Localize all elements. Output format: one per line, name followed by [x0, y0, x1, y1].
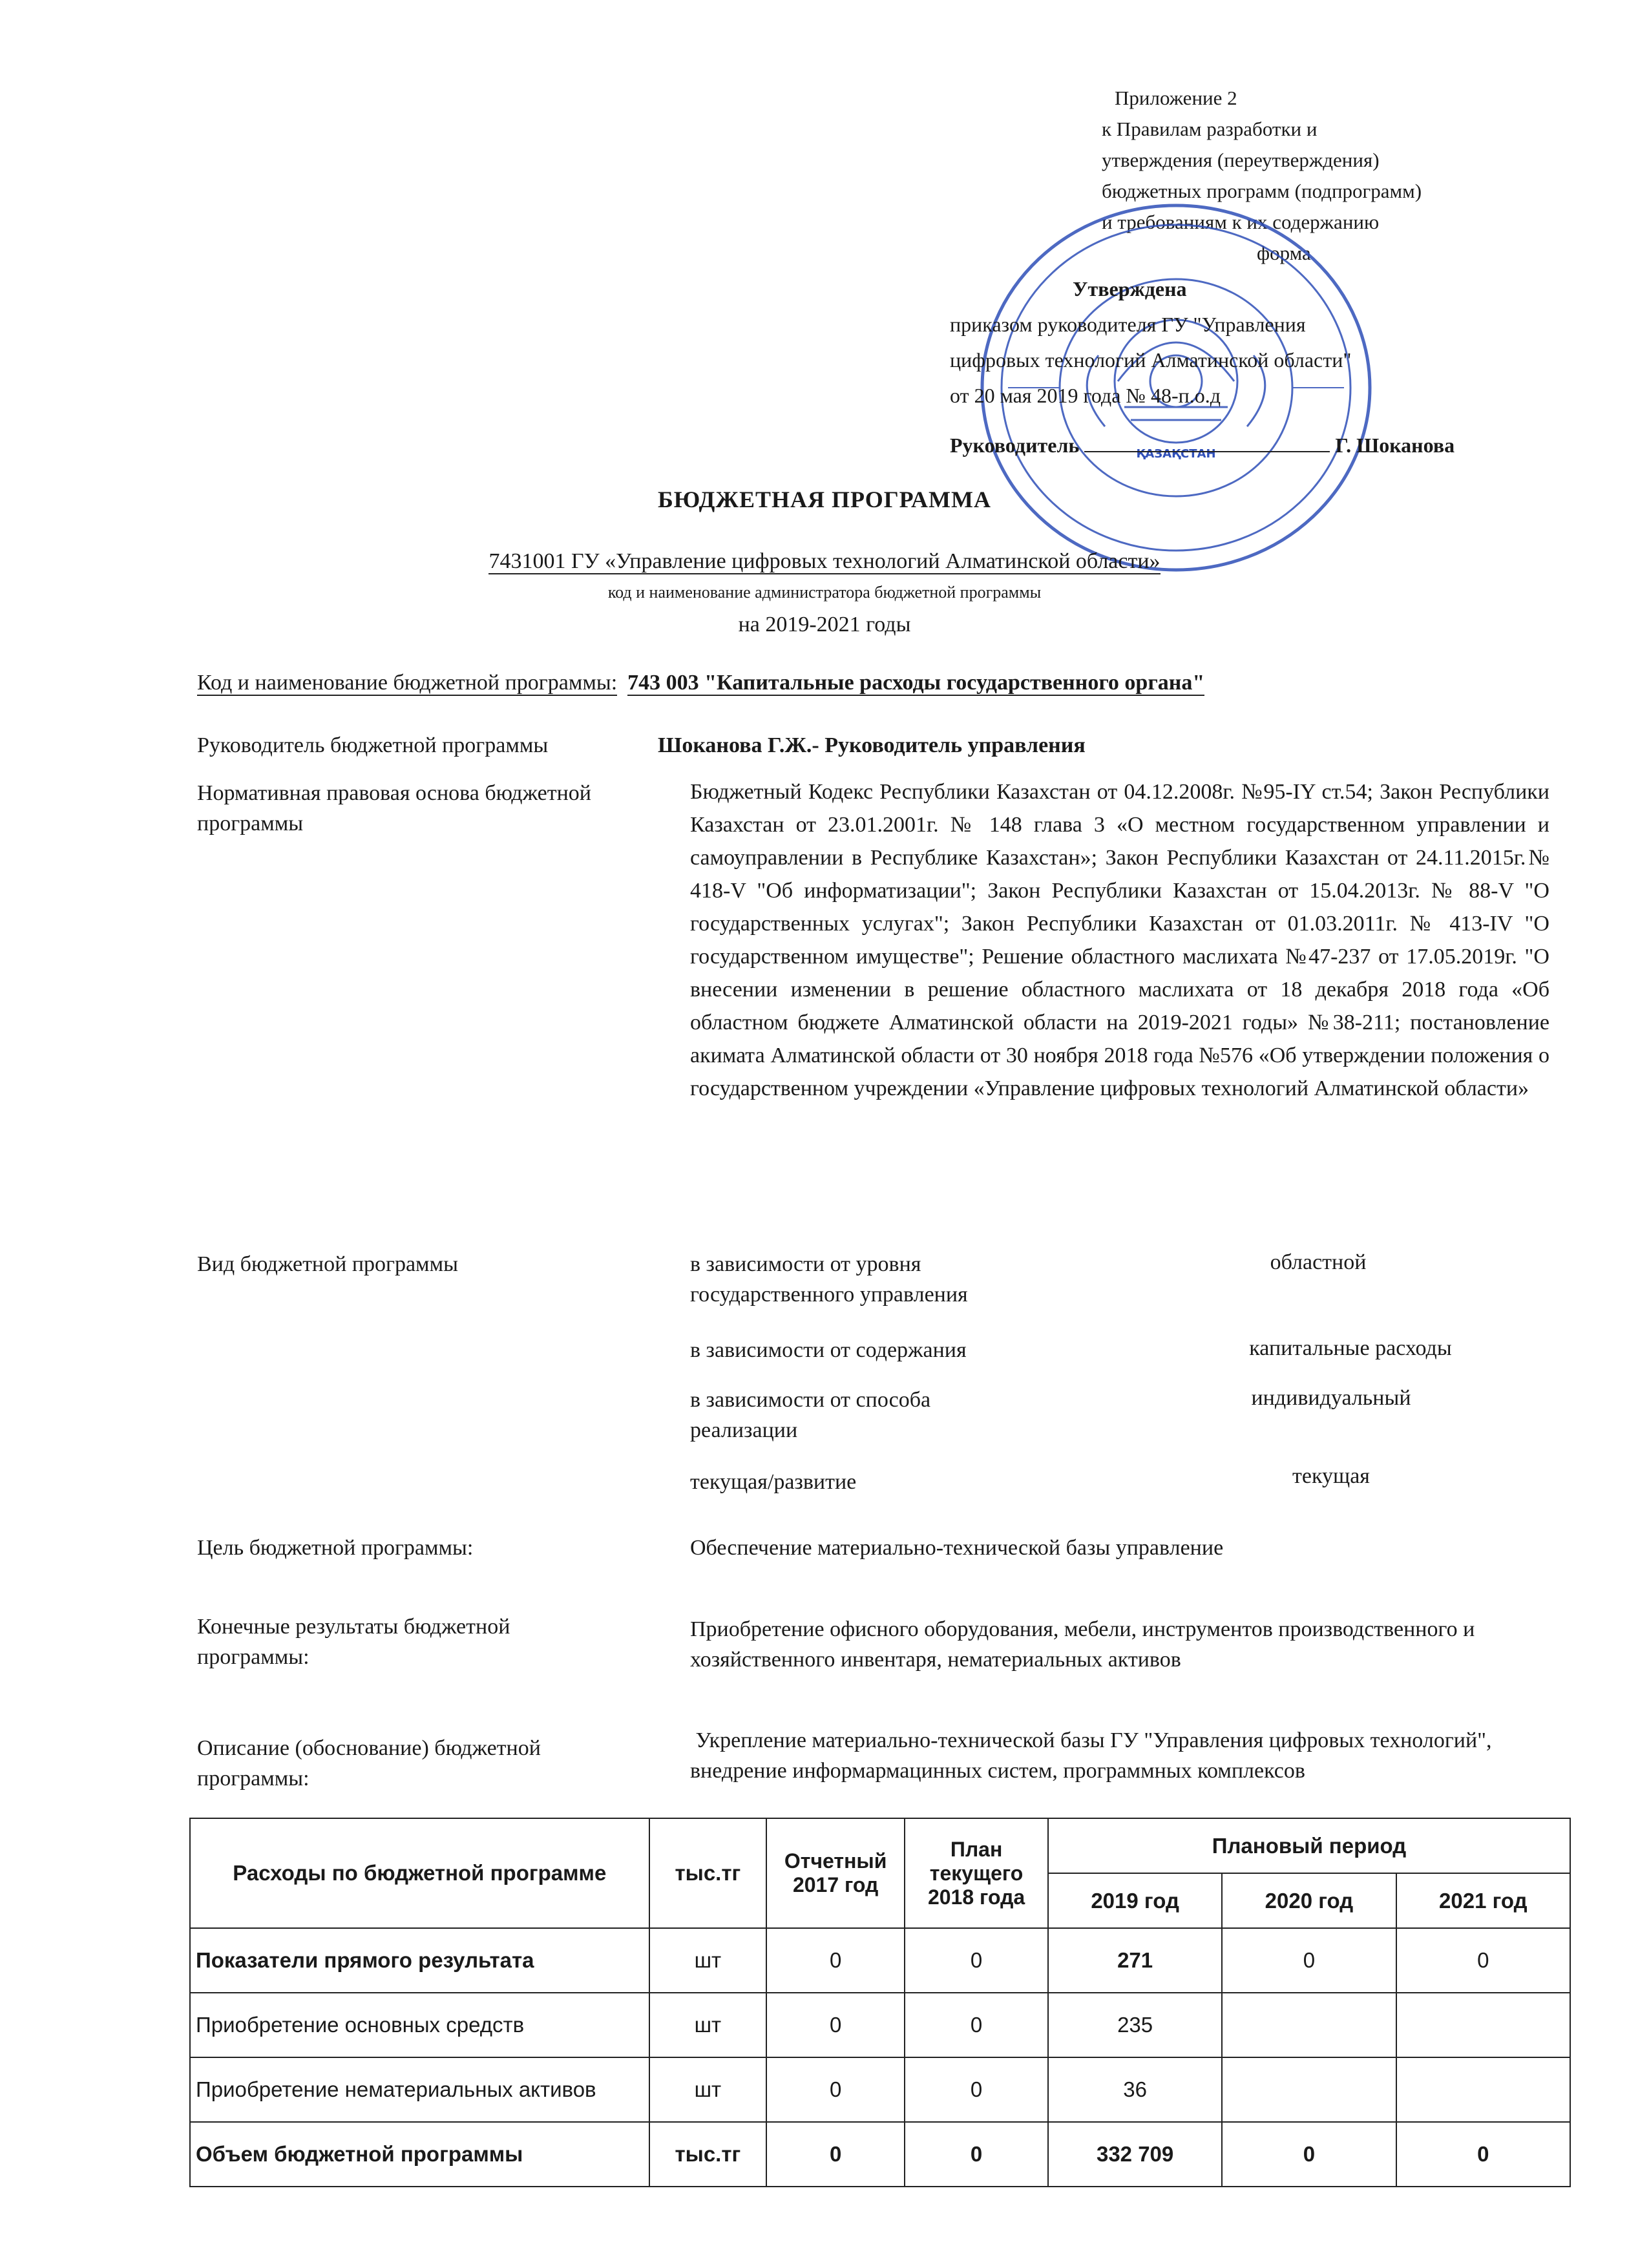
signature-label: Руководитель [950, 434, 1080, 457]
program-description-value: Укрепление материально-технической базы ГУ "Управления цифровых технологий", внедрение информармацинных систем, программных комплексов [690, 1728, 1498, 1783]
program-description-label: Описание (обоснование) бюджетной программы: [197, 1736, 541, 1790]
col-unit: тыс.тг [649, 1818, 767, 1928]
col-reported: Отчетный 2017 год [766, 1818, 905, 1928]
signature-blank [1084, 451, 1330, 452]
col-expenses: Расходы по бюджетной программе [190, 1818, 649, 1928]
row-reported: 0 [766, 2122, 905, 2187]
administrator-caption: код и наименование администратора бюджетной программы [607, 583, 1042, 602]
col-2020: 2020 год [1222, 1873, 1396, 1928]
row-reported: 0 [766, 2057, 905, 2122]
row-unit: шт [649, 1928, 767, 1993]
administrator-text: 7431001 ГУ «Управление цифровых технологий Алматинской области» [488, 549, 1161, 573]
row-2020: 0 [1222, 2122, 1396, 2187]
row-2019: 36 [1048, 2057, 1222, 2122]
appendix-line: к Правилам разработки и [1102, 118, 1318, 140]
col-planning-period: Плановый период [1048, 1818, 1570, 1873]
appendix-line: Приложение 2 [1115, 87, 1237, 109]
row-reported: 0 [766, 1993, 905, 2057]
table-row [190, 1928, 1570, 1993]
row-2019: 332 709 [1048, 2122, 1222, 2187]
document-title: БЮДЖЕТНАЯ ПРОГРАММА [657, 487, 992, 512]
expenses-table [189, 1818, 1571, 2187]
kind-key-content: в зависимости от содержания [690, 1338, 967, 1362]
row-unit: шт [649, 2057, 767, 2122]
program-kind-label: Вид бюджетной программы [197, 1252, 458, 1276]
approval-block [950, 271, 1455, 463]
program-goal-value: Обеспечение материально-технической базы управление [690, 1536, 1224, 1560]
program-results-value: Приобретение офисного оборудования, мебели, инструментов производственного и хозяйственного инвентаря, нематериальных активов [690, 1617, 1475, 1672]
row-2020 [1222, 1993, 1396, 2057]
table-row [190, 1993, 1570, 2057]
table-row [190, 2057, 1570, 2122]
program-code-label: Код и наименование бюджетной программы: [197, 671, 618, 695]
approval-line: от 20 мая 2019 года № 48-п.о.д [950, 384, 1221, 407]
row-reported: 0 [766, 1928, 905, 1993]
program-head-label: Руководитель бюджетной программы [197, 733, 549, 757]
approval-header: Утверждена [1073, 277, 1187, 300]
kind-value-content: капитальные расходы [1249, 1336, 1452, 1360]
row-name: Объем бюджетной программы [190, 2122, 649, 2187]
legal-basis-label: Нормативная правовая основа бюджетной программы [197, 781, 591, 835]
kind-key-type: текущая/развитие [690, 1470, 857, 1494]
signature-name: Г. Шоканова [1335, 434, 1455, 457]
program-head-value: Шоканова Г.Ж.- Руководитель управления [658, 733, 1086, 757]
row-2021: 0 [1396, 2122, 1570, 2187]
row-2021 [1396, 2057, 1570, 2122]
kind-key-level: в зависимости от уровня государственного управления [690, 1252, 968, 1307]
administrator-name [0, 549, 1649, 574]
row-2019: 271 [1048, 1928, 1222, 1993]
row-2020: 0 [1222, 1928, 1396, 1993]
row-name: Приобретение основных средств [190, 1993, 649, 2057]
program-code-value: 743 003 "Капитальные расходы государственного органа" [627, 671, 1205, 695]
row-plan: 0 [905, 2122, 1048, 2187]
row-2021: 0 [1396, 1928, 1570, 1993]
row-plan: 0 [905, 2057, 1048, 2122]
program-goal-label: Цель бюджетной программы: [197, 1536, 474, 1560]
appendix-line: утверждения (переутверждения) [1102, 149, 1380, 171]
col-2021: 2021 год [1396, 1873, 1570, 1928]
program-code-row [197, 671, 1204, 695]
kind-key-method: в зависимости от способа реализации [690, 1388, 931, 1442]
kind-value-method: индивидуальный [1251, 1386, 1411, 1410]
col-plan-current: План текущего 2018 года [905, 1818, 1048, 1928]
table-header-row [190, 1818, 1570, 1873]
kind-value-type: текущая [1292, 1464, 1370, 1488]
program-results-label: Конечные результаты бюджетной программы: [197, 1615, 510, 1669]
signature-line [950, 428, 1455, 463]
table-row-total [190, 2122, 1570, 2187]
approval-line: цифровых технологий Алматинской области" [950, 348, 1352, 372]
row-unit: шт [649, 1993, 767, 2057]
approval-line: приказом руководителя ГУ "Управления [950, 313, 1306, 336]
row-plan: 0 [905, 1993, 1048, 2057]
appendix-line: бюджетных программ (подпрограмм) [1102, 180, 1422, 202]
row-2020 [1222, 2057, 1396, 2122]
row-2021 [1396, 1993, 1570, 2057]
col-2019: 2019 год [1048, 1873, 1222, 1928]
row-unit: тыс.тг [649, 2122, 767, 2187]
appendix-form-label: форма [1257, 242, 1311, 264]
row-name: Приобретение нематериальных активов [190, 2057, 649, 2122]
row-2019: 235 [1048, 1993, 1222, 2057]
seal-text: ҚАЗАҚСТАН [1136, 447, 1216, 461]
row-plan: 0 [905, 1928, 1048, 1993]
legal-basis-value: Бюджетный Кодекс Республики Казахстан от 04.12.2008г. №95-IY ст.54; Закон Республики Казахстан от 23.01.2001г. № 148 глава 3 «О местном государственном управлении и самоуправлении в Республике Казахстан»; Закон Республики Казахстан от 24.11.2015г.№ 418-V "Об информатизации"; Закон Республики Казахстан от 15.04.2013г. № 88-V "О государственных услугах"; Закон Республики Казахстан от 01.03.2011г. № 413-IV "О государственном имуществе"; Решение областного маслихата №47-237 от 17.05.2019г. "О внесении изменении в решение областного маслихата от 18 декабря 2018 года «Об областном бюджете Алматинской области на 2019-2021 годы» №38-211; постановление акимата Алматинской области от 30 ноября 2018 года №576 «Об утверждении положения о государственном учреждении «Управление цифровых технологий Алматинской области» [690, 780, 1549, 1100]
row-name: Показатели прямого результата [190, 1928, 649, 1993]
kind-value-level: областной [1270, 1250, 1367, 1274]
program-years: на 2019-2021 годы [738, 613, 911, 636]
appendix-line: и требованиям к их содержанию [1102, 211, 1380, 233]
